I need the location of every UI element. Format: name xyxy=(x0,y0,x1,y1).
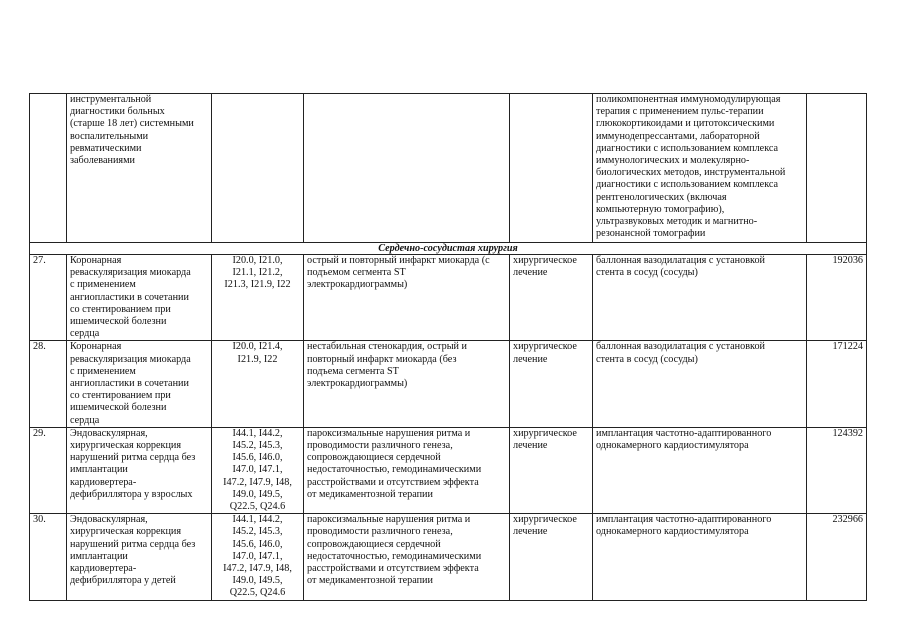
patient-model: острый и повторный инфаркт миокарда (с подъемом сегмента ST электрокардиограммы) xyxy=(304,255,510,341)
treatment-type: хирургическое лечение xyxy=(510,427,593,513)
icd-codes: I20.0, I21.0, I21.1, I21.2, I21.3, I21.9, I22 xyxy=(212,255,304,341)
treatment-method: поликомпонентная иммуномодулирующая терапия с применением пульс-терапии глюкокортикоидами и цитотоксическими иммунодепрессантами, лабораторной диагностики с использованием комплекса иммунологических и молекулярно- биологических методов, инструментальной диагностики с использованием комплекса рентгенологических (включая компьютерную томографию), ультразвуковых методик и магнитно- резонансной томографии xyxy=(593,94,807,243)
patient-model: пароксизмальные нарушения ритма и проводимости различного генеза, сопровождающиеся сердечной недостаточностью, гемодинамическими расстройствами и отсутствием эффекта от медикаментозной терапии xyxy=(304,514,510,600)
row-number: 29. xyxy=(30,427,67,513)
treatment-type xyxy=(510,94,593,243)
icd-codes: I44.1, I44.2, I45.2, I45.3, I45.6, I46.0, I47.0, I47.1, I47.2, I47.9, I48, I49.0, I49.5, Q22.5, Q24.6 xyxy=(212,514,304,600)
patient-model: пароксизмальные нарушения ритма и проводимости различного генеза, сопровождающиеся сердечной недостаточностью, гемодинамическими расстройствами и отсутствием эффекта от медикаментозной терапии xyxy=(304,427,510,513)
table-body xyxy=(30,94,867,601)
standard-cost: 192036 xyxy=(807,255,867,341)
row-number: 27. xyxy=(30,255,67,341)
table-row xyxy=(30,427,867,513)
row-number: 28. xyxy=(30,341,67,427)
row-number: 30. xyxy=(30,514,67,600)
section-title: Сердечно-сосудистая хирургия xyxy=(30,243,867,255)
icd-codes: I20.0, I21.4, I21.9, I22 xyxy=(212,341,304,427)
patient-model: нестабильная стенокардия, острый и повторный инфаркт миокарда (без подъема сегмента ST электрокардиограммы) xyxy=(304,341,510,427)
standard-cost: 124392 xyxy=(807,427,867,513)
icd-codes: I44.1, I44.2, I45.2, I45.3, I45.6, I46.0, I47.0, I47.1, I47.2, I47.9, I48, I49.0, I49.5, Q22.5, Q24.6 xyxy=(212,427,304,513)
treatment-type: хирургическое лечение xyxy=(510,514,593,600)
procedure-name: Эндоваскулярная, хирургическая коррекция нарушений ритма сердца без имплантации кардиовертера- дефибриллятора у взрослых xyxy=(67,427,212,513)
treatment-type: хирургическое лечение xyxy=(510,255,593,341)
standard-cost xyxy=(807,94,867,243)
treatment-method: баллонная вазодилатация с установкой стента в сосуд (сосуды) xyxy=(593,341,807,427)
table-row xyxy=(30,514,867,600)
procedure-name: Коронарная реваскуляризация миокарда с применением ангиопластики в сочетании со стентированием при ишемической болезни сердца xyxy=(67,255,212,341)
procedure-name: инструментальной диагностики больных (старше 18 лет) системными воспалительными ревматическими заболеваниями xyxy=(67,94,212,243)
procedures-table xyxy=(29,93,867,601)
procedure-name: Коронарная реваскуляризация миокарда с применением ангиопластики в сочетании со стентированием при ишемической болезни сердца xyxy=(67,341,212,427)
standard-cost: 232966 xyxy=(807,514,867,600)
section-row xyxy=(30,243,867,255)
table-row xyxy=(30,341,867,427)
treatment-type: хирургическое лечение xyxy=(510,341,593,427)
treatment-method: имплантация частотно-адаптированного однокамерного кардиостимулятора xyxy=(593,514,807,600)
row-number xyxy=(30,94,67,243)
procedure-name: Эндоваскулярная, хирургическая коррекция нарушений ритма сердца без имплантации кардиовертера- дефибриллятора у детей xyxy=(67,514,212,600)
continuation-row xyxy=(30,94,867,243)
icd-codes xyxy=(212,94,304,243)
treatment-method: баллонная вазодилатация с установкой стента в сосуд (сосуды) xyxy=(593,255,807,341)
table-row xyxy=(30,255,867,341)
patient-model xyxy=(304,94,510,243)
treatment-method: имплантация частотно-адаптированного однокамерного кардиостимулятора xyxy=(593,427,807,513)
standard-cost: 171224 xyxy=(807,341,867,427)
